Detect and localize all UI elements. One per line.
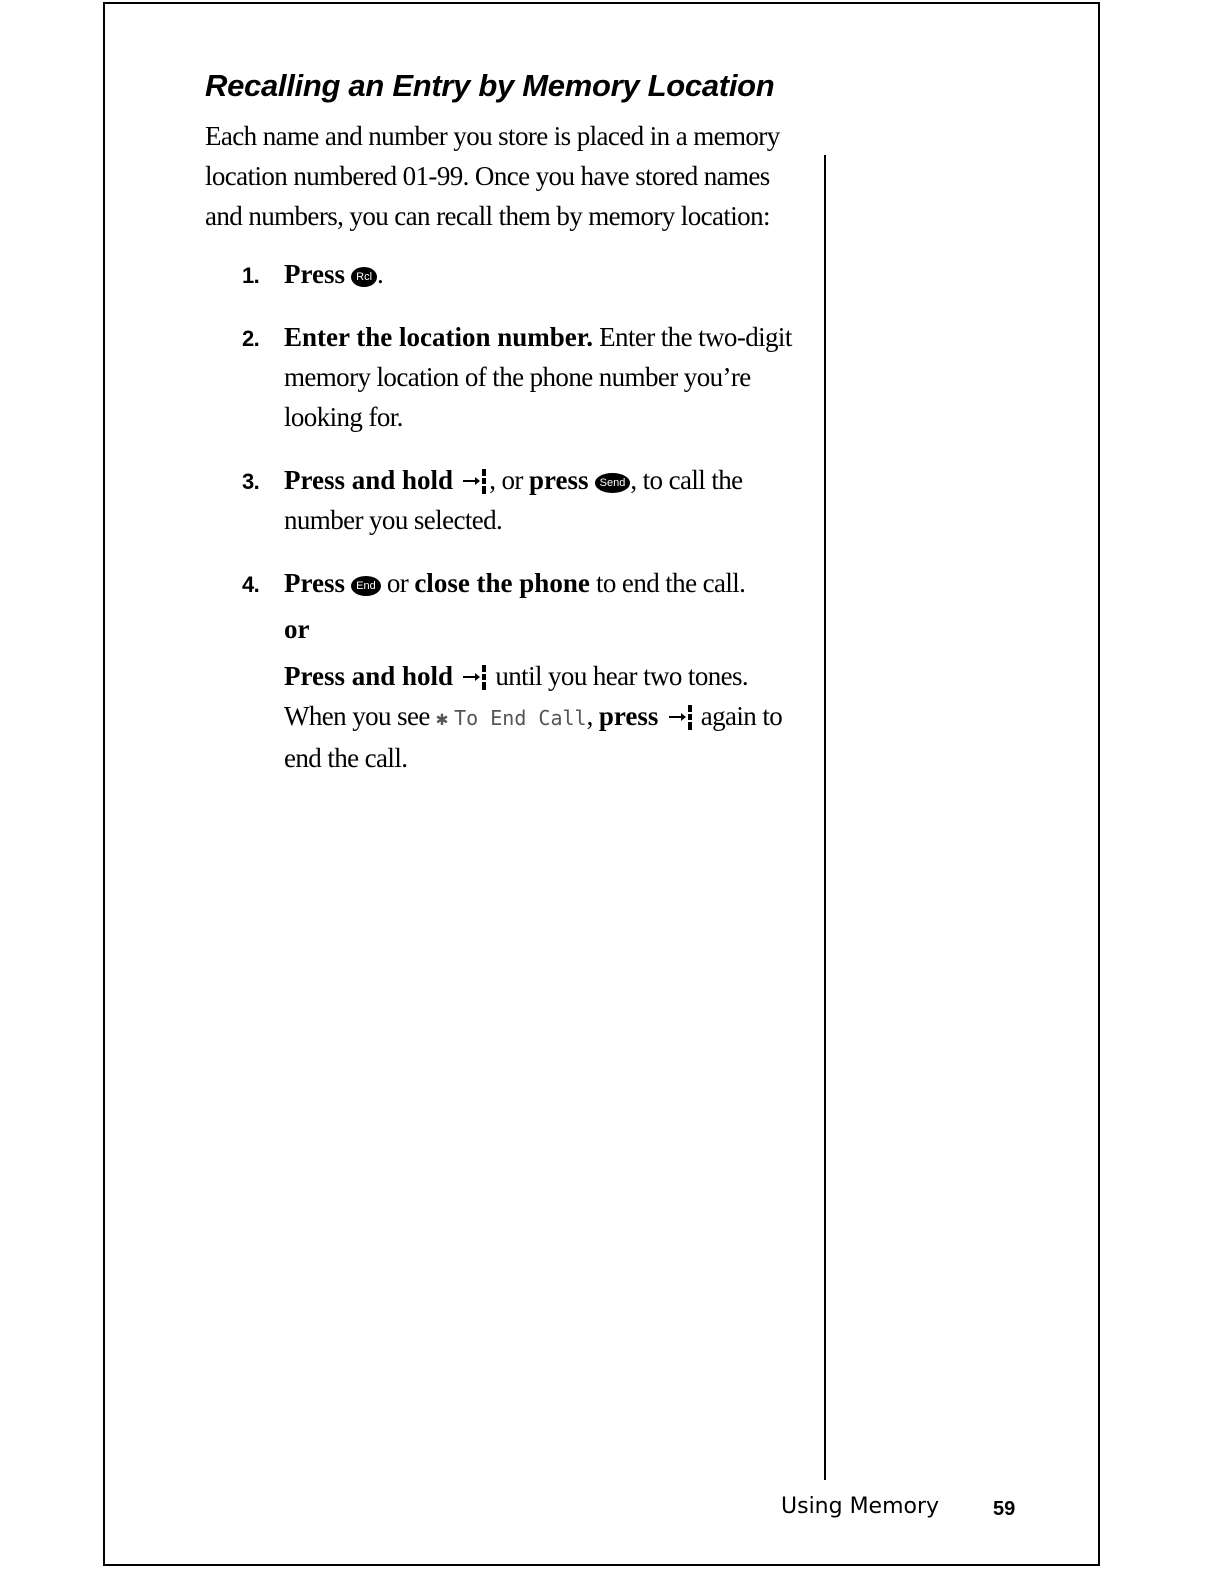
or-separator: or — [284, 614, 310, 644]
step-bold: Press and hold — [284, 661, 454, 691]
lcd-display-text: To End Call — [454, 706, 587, 730]
page-number: 59 — [993, 1498, 1016, 1520]
step-4-alternative — [284, 656, 804, 778]
footer-section-name: Using Memory — [781, 1494, 940, 1519]
page-frame — [103, 2, 1100, 1566]
step-number: 3. — [242, 469, 260, 494]
step-number: 4. — [242, 572, 260, 597]
send-key-icon: Send — [595, 473, 631, 493]
step-text: , — [586, 701, 593, 731]
step-text: . — [377, 259, 384, 289]
step-1 — [242, 254, 804, 294]
step-bold: press — [528, 465, 589, 495]
step-text: to end the call. — [589, 568, 746, 598]
step-bold: Press and hold — [284, 465, 454, 495]
section-title: Recalling an Entry by Memory Location — [205, 68, 775, 103]
step-3 — [242, 460, 804, 540]
hold-key-icon — [665, 703, 695, 731]
step-bold: Press — [284, 259, 345, 289]
step-bold: Press — [284, 568, 345, 598]
step-bold: Enter the location number. — [284, 322, 594, 352]
intro-paragraph: Each name and number you store is placed in a memory location numbered 01-99. Once you have stored names and numbers, you can recall them by memory location: — [205, 121, 780, 231]
step-text: until you hear two tones. — [489, 661, 749, 691]
step-number: 2. — [242, 326, 260, 351]
step-4 — [242, 563, 804, 778]
step-2 — [242, 317, 804, 437]
end-key-icon: End — [351, 576, 381, 596]
step-text: , to call the number you selected. — [284, 465, 743, 535]
step-text: or — [380, 568, 415, 598]
step-bold: close the phone — [414, 568, 590, 598]
rcl-key-icon: Rcl — [351, 267, 377, 287]
step-text: again to end the call. — [284, 701, 783, 773]
step-number: 1. — [242, 263, 260, 288]
margin-rule — [824, 155, 826, 1480]
hold-key-icon — [459, 467, 489, 495]
lcd-asterisk-icon: ✱ — [435, 706, 448, 730]
hold-key-icon — [459, 663, 489, 691]
step-text: Enter the two-digit memory location of the phone number you’re looking for. — [284, 322, 792, 432]
step-bold: press — [598, 701, 659, 731]
step-text: When you see — [284, 701, 436, 731]
step-text: , or — [489, 465, 529, 495]
